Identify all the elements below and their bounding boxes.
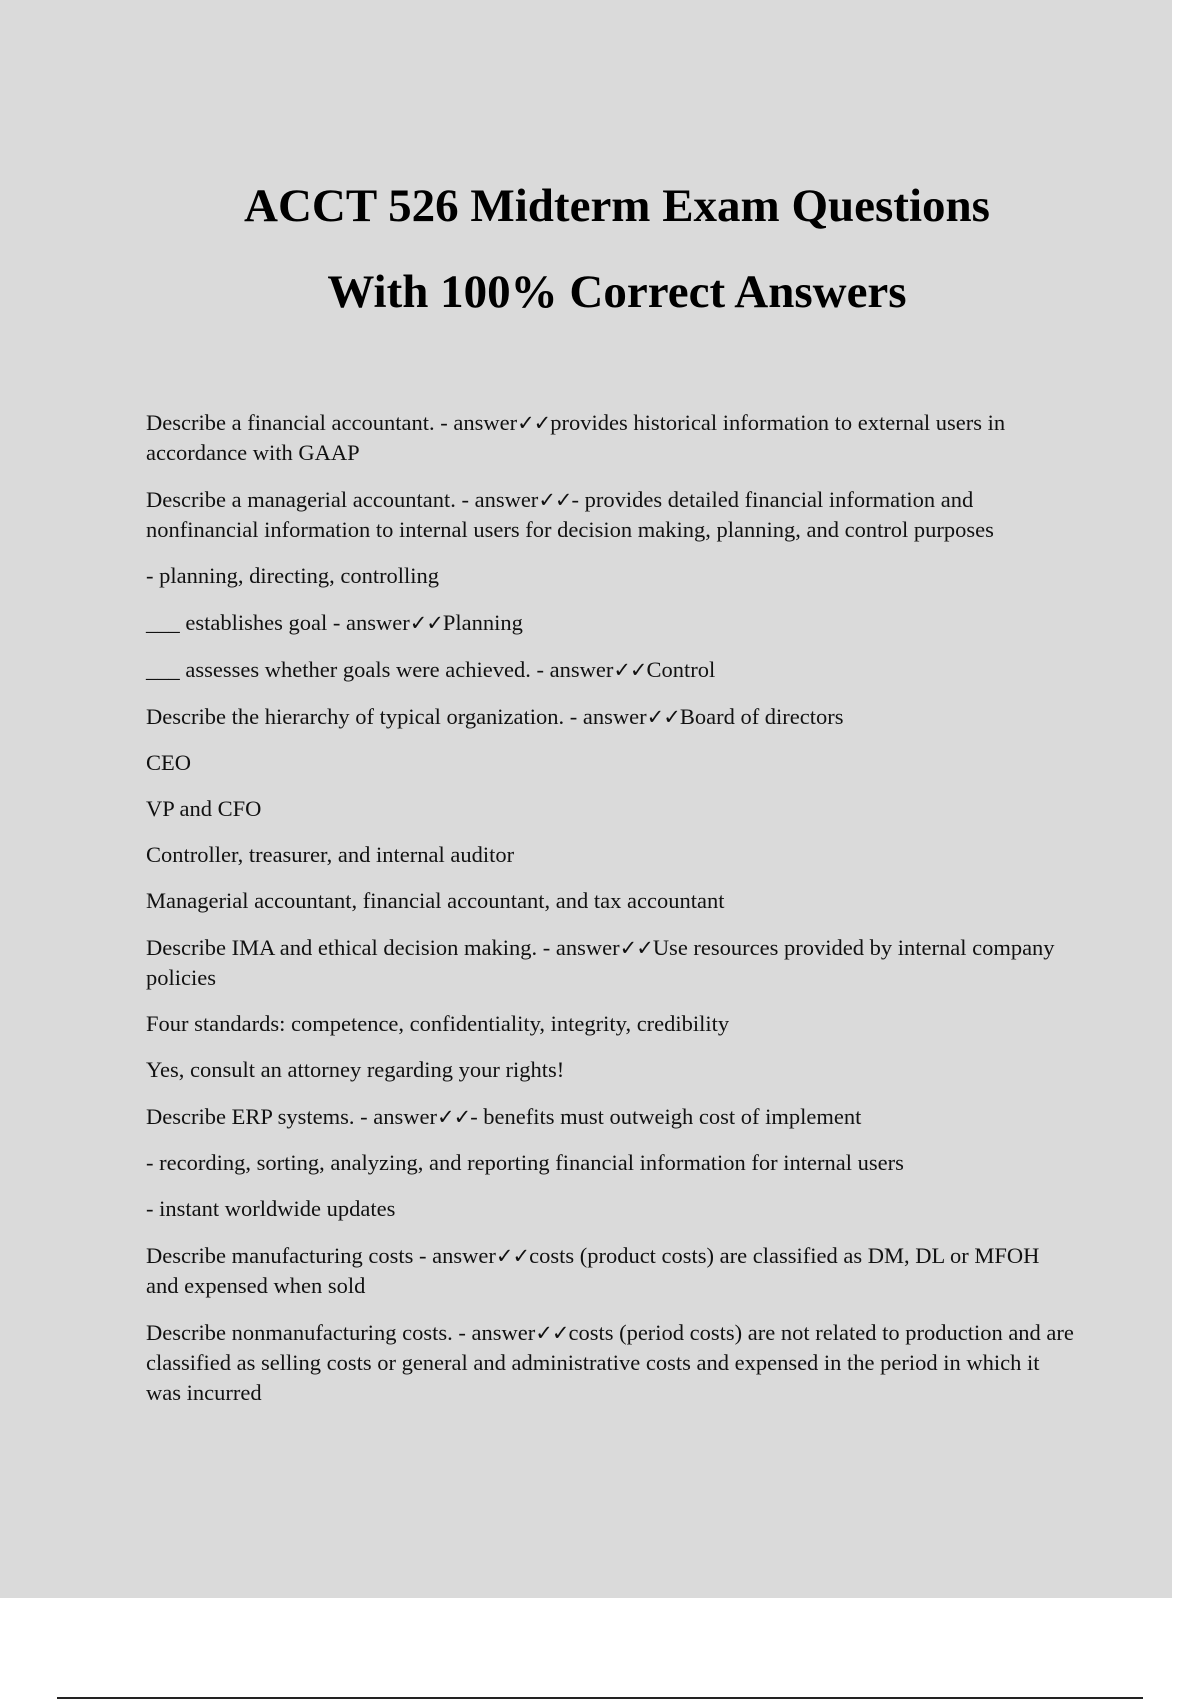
page-title: [0, 163, 1200, 335]
title-line-2: With 100% Correct Answers: [327, 266, 907, 318]
qa-item-nonmanufacturing-costs: [146, 1318, 1076, 1408]
answer-text: costs (product costs) are classified as DM, DL or MFOH and expensed when sold: [146, 1243, 1040, 1298]
check-mark-icon: ✓✓: [613, 658, 647, 682]
question-text: Describe the hierarchy of typical organization. - answer: [146, 704, 647, 729]
answer-text: Planning: [442, 610, 523, 635]
question-text: Describe nonmanufacturing costs. - answer: [146, 1320, 536, 1345]
answer-continuation: - recording, sorting, analyzing, and reporting financial information for internal users: [146, 1150, 904, 1175]
answer-text: Board of directors: [679, 704, 844, 729]
qa-item-hierarchy: [146, 702, 1076, 732]
answer-continuation: VP and CFO: [146, 796, 262, 821]
check-mark-icon: ✓✓: [538, 488, 572, 512]
answer-continuation: - planning, directing, controlling: [146, 563, 440, 588]
qa-item-managerial-accountant: [146, 485, 1076, 545]
check-mark-icon: ✓✓: [436, 1105, 471, 1129]
answer-continuation: - instant worldwide updates: [146, 1196, 396, 1221]
check-mark-icon: ✓✓: [495, 1244, 530, 1268]
answer-continuation: Yes, consult an attorney regarding your rights!: [146, 1057, 565, 1082]
answer-continuation: Controller, treasurer, and internal auditor: [146, 842, 515, 867]
qa-list: [146, 408, 1076, 1425]
answer-text: costs (period costs) are not related to production and are classified as selling costs or general and administrative costs and expensed in the period in which it was incurred: [146, 1320, 1074, 1405]
check-mark-icon: ✓✓: [619, 936, 653, 960]
check-mark-icon: ✓✓: [517, 411, 551, 435]
question-text: ___ establishes goal - answer: [146, 610, 410, 635]
question-text: Describe a financial accountant. - answer: [146, 410, 518, 435]
qa-item-ima-ethics: [146, 933, 1076, 993]
answer-text: - provides detailed financial information and nonfinancial information to internal users for decision making, planning, and control purposes: [146, 487, 994, 542]
answer-text: provides historical information to external users in accordance with GAAP: [146, 410, 1006, 465]
qa-item-control: [146, 655, 1076, 685]
question-text: ___ assesses whether goals were achieved. - answer: [146, 657, 614, 682]
qa-item-manufacturing-costs: [146, 1241, 1076, 1301]
question-text: Describe a managerial accountant. - answer: [146, 487, 539, 512]
question-text: Describe manufacturing costs - answer: [146, 1243, 496, 1268]
answer-text: Control: [646, 657, 716, 682]
qa-item-erp-systems: [146, 1102, 1076, 1132]
qa-item-planning: [146, 608, 1076, 638]
page-divider: [57, 1697, 1143, 1699]
answer-text: - benefits must outweigh cost of implement: [470, 1104, 862, 1129]
answer-continuation: CEO: [146, 750, 191, 775]
title-line-1: ACCT 526 Midterm Exam Questions: [244, 180, 990, 232]
check-mark-icon: ✓✓: [535, 1321, 569, 1345]
question-text: Describe ERP systems. - answer: [146, 1104, 437, 1129]
check-mark-icon: ✓✓: [409, 611, 443, 635]
answer-continuation: Managerial accountant, financial accountant, and tax accountant: [146, 888, 725, 913]
answer-text: Use resources provided by internal company policies: [146, 935, 1055, 990]
answer-continuation: Four standards: competence, confidentiality, integrity, credibility: [146, 1011, 730, 1036]
qa-item-financial-accountant: [146, 408, 1076, 468]
check-mark-icon: ✓✓: [646, 705, 680, 729]
question-text: Describe IMA and ethical decision making. - answer: [146, 935, 620, 960]
